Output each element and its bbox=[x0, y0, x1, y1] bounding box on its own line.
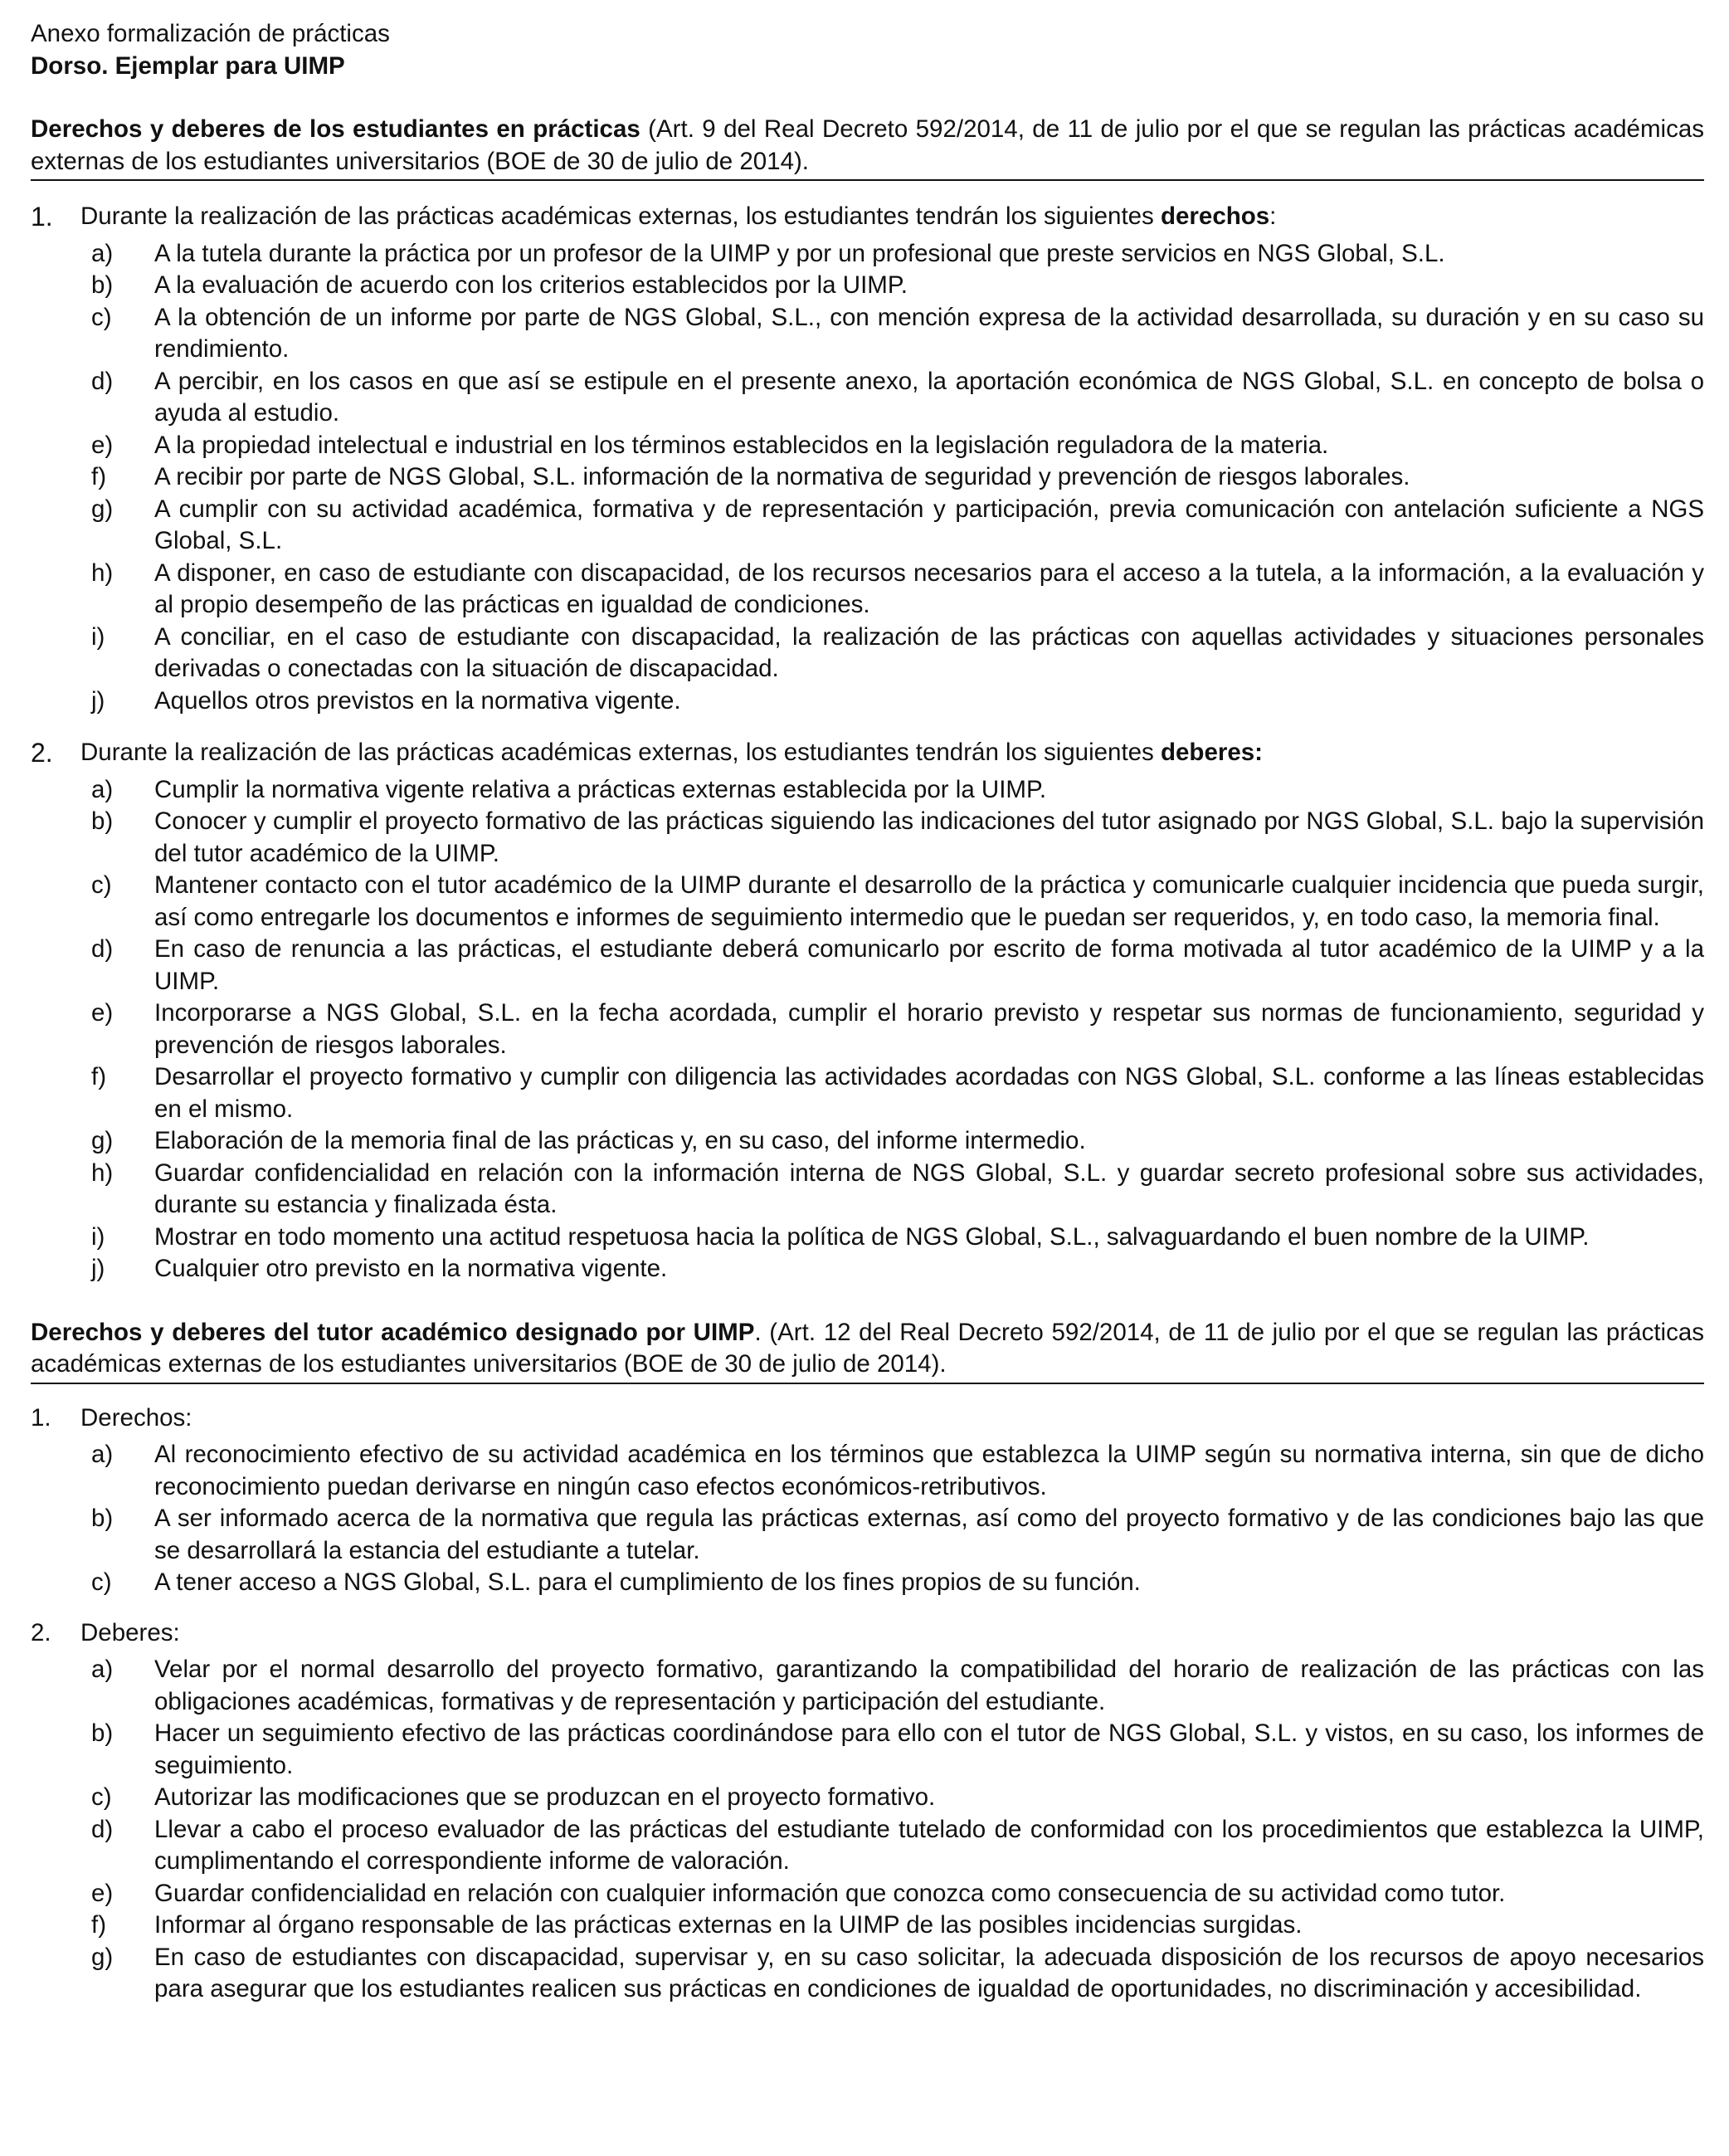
list-item bbox=[31, 806, 1704, 870]
list-item bbox=[31, 1503, 1704, 1567]
list-item-text: Informar al órgano responsable de las prácticas externas en la UIMP de las posibles incidencias surgidas. bbox=[154, 1911, 1303, 1939]
list-item-label: f) bbox=[91, 463, 107, 490]
students-duties-item bbox=[31, 737, 1704, 769]
list-item bbox=[31, 1718, 1704, 1782]
list-item-label: a) bbox=[91, 775, 114, 803]
item-intro: Durante la realización de las prácticas académicas externas, los estudiantes tendrán los siguientes bbox=[80, 739, 1161, 766]
list-item-text: Desarrollar el proyecto formativo y cumplir con diligencia las actividades acordadas con NGS Global, S.L. conforme a las líneas establecidas en el mismo. bbox=[154, 1063, 1704, 1123]
list-item-label: g) bbox=[91, 495, 114, 523]
list-item-text: Guardar confidencialidad en relación con cualquier información que conozca como consecuencia de su actividad como tutor. bbox=[154, 1879, 1506, 1907]
list-item bbox=[31, 430, 1704, 462]
list-item-label: i) bbox=[91, 1222, 105, 1251]
item-number: 2. bbox=[31, 738, 53, 768]
list-item bbox=[31, 1222, 1704, 1254]
list-item-label: a) bbox=[91, 1656, 114, 1683]
list-item bbox=[31, 494, 1704, 558]
item-keyword: deberes: bbox=[1161, 739, 1263, 766]
item-keyword: derechos bbox=[1161, 202, 1270, 230]
list-item bbox=[31, 558, 1704, 622]
list-item bbox=[31, 1125, 1704, 1158]
list-item-text: A ser informado acerca de la normativa que regula las prácticas externas, así como del proyecto formativo y de las condiciones bajo las que se desarrollará la estancia del estudiante a tutelar. bbox=[154, 1505, 1704, 1564]
list-item-label: h) bbox=[91, 1158, 114, 1187]
list-item-label: j) bbox=[91, 686, 105, 715]
list-item bbox=[31, 1439, 1704, 1503]
list-item-label: i) bbox=[91, 622, 105, 651]
list-item bbox=[31, 774, 1704, 807]
list-item-label: f) bbox=[91, 1911, 107, 1939]
list-item-label: d) bbox=[91, 935, 114, 963]
list-item-label: a) bbox=[91, 1441, 114, 1468]
list-item bbox=[31, 1654, 1704, 1718]
section-title-tutor-reference: . (Art. 12 del Real Decreto 592/2014, de 11 de julio por el que se regulan las prácticas académicas externas de los estudiantes universitarios (BOE de 30 de julio de 2014). bbox=[31, 1318, 1704, 1378]
list-item-label: a) bbox=[91, 239, 114, 267]
item-number: 2. bbox=[31, 1618, 51, 1646]
list-item bbox=[31, 870, 1704, 934]
section-title-tutor-bold: Derechos y deberes del tutor académico designado por UIMP bbox=[31, 1318, 755, 1346]
list-item-label: b) bbox=[91, 1505, 114, 1532]
list-item-text: A percibir, en los casos en que así se estipule en el presente anexo, la aportación económica de NGS Global, S.L. en concepto de bolsa o ayuda al estudio. bbox=[154, 367, 1704, 427]
copy-designation: Dorso. Ejemplar para UIMP bbox=[31, 51, 345, 80]
list-item bbox=[31, 998, 1704, 1061]
list-item-label: c) bbox=[91, 871, 112, 899]
list-item-label: d) bbox=[91, 1815, 114, 1843]
list-item-text: Al reconocimiento efectivo de su actividad académica en los términos que establezca la UIMP según su normativa interna, sin que de dicho reconocimiento puedan derivarse en ningún caso efectos económicos-retributivos. bbox=[154, 1441, 1704, 1500]
list-item-label: d) bbox=[91, 367, 114, 395]
list-item bbox=[31, 1782, 1704, 1814]
list-item-text: A la evaluación de acuerdo con los criterios establecidos por la UIMP. bbox=[154, 271, 908, 299]
list-item-text: Incorporarse a NGS Global, S.L. en la fecha acordada, cumplir el horario previsto y respetar sus normas de funcionamiento, seguridad y prevención de riesgos laborales. bbox=[154, 999, 1704, 1059]
list-item-text: A cumplir con su actividad académica, formativa y de representación y participación, previa comunicación con antelación suficiente a NGS Global, S.L. bbox=[154, 495, 1704, 554]
list-item-text: Cumplir la normativa vigente relativa a prácticas externas establecida por la UIMP. bbox=[154, 775, 1047, 803]
students-duties-list bbox=[31, 774, 1704, 1285]
tutor-duties-list bbox=[31, 1654, 1704, 2006]
list-item bbox=[31, 1567, 1704, 1599]
list-item bbox=[31, 1910, 1704, 1942]
list-item bbox=[31, 1878, 1704, 1910]
list-item bbox=[31, 270, 1704, 302]
list-item-text: Velar por el normal desarrollo del proyecto formativo, garantizando la compatibilidad del horario de realización de las prácticas con las obligaciones académicas, formativas y de representación y participación del estudiante. bbox=[154, 1656, 1704, 1715]
list-item-text: Cualquier otro previsto en la normativa vigente. bbox=[154, 1255, 668, 1282]
list-item-text: A recibir por parte de NGS Global, S.L. información de la normativa de seguridad y prevención de riesgos laborales. bbox=[154, 463, 1410, 490]
list-item bbox=[31, 685, 1704, 718]
list-item-label: f) bbox=[91, 1063, 107, 1090]
list-item-text: A conciliar, en el caso de estudiante con discapacidad, la realización de las prácticas con aquellas actividades y situaciones personales derivadas o conectadas con la situación de discapacidad. bbox=[154, 622, 1704, 682]
tutor-rights-item bbox=[31, 1402, 1704, 1435]
list-item bbox=[31, 622, 1704, 685]
list-item-label: b) bbox=[91, 807, 114, 835]
section-title-students-reference: (Art. 9 del Real Decreto 592/2014, de 11 de julio por el que se regulan las prácticas académicas externas de los estudiantes universitarios (BOE de 30 de julio de 2014). bbox=[31, 115, 1704, 175]
list-item-text: Autorizar las modificaciones que se produzcan en el proyecto formativo. bbox=[154, 1783, 936, 1811]
list-item-label: g) bbox=[91, 1127, 114, 1154]
list-item-text: Aquellos otros previstos en la normativa vigente. bbox=[154, 686, 681, 715]
list-item bbox=[31, 1814, 1704, 1878]
item-intro: Deberes: bbox=[80, 1618, 180, 1646]
list-item-label: b) bbox=[91, 271, 114, 299]
list-item-label: j) bbox=[91, 1255, 105, 1282]
item-number: 1. bbox=[31, 202, 53, 232]
list-item-text: Conocer y cumplir el proyecto formativo de las prácticas siguiendo las indicaciones del tutor asignado por NGS Global, S.L. bajo la supervisión del tutor académico de la UIMP. bbox=[154, 807, 1704, 867]
list-item bbox=[31, 1942, 1704, 2006]
list-item-text: Mostrar en todo momento una actitud respetuosa hacia la política de NGS Global, S.L., salvaguardando el buen nombre de la UIMP. bbox=[154, 1222, 1590, 1251]
section-title-students-bold: Derechos y deberes de los estudiantes en prácticas bbox=[31, 115, 640, 143]
item-number: 1. bbox=[31, 1403, 51, 1432]
list-item-label: c) bbox=[91, 303, 112, 331]
list-item bbox=[31, 1158, 1704, 1222]
list-item-text: A tener acceso a NGS Global, S.L. para el cumplimiento de los fines propios de su función. bbox=[154, 1568, 1141, 1596]
item-intro: Derechos: bbox=[80, 1403, 192, 1432]
section-title-students bbox=[31, 114, 1704, 181]
section-title-tutor bbox=[31, 1317, 1704, 1384]
list-item-label: c) bbox=[91, 1783, 112, 1811]
list-item-label: e) bbox=[91, 1879, 114, 1907]
list-item-text: Mantener contacto con el tutor académico de la UIMP durante el desarrollo de la práctica y comunicarle cualquier incidencia que pueda surgir, así como entregarle los documentos e informes de seguimiento intermedio que le puedan ser requeridos, y, en todo caso, la memoria final. bbox=[154, 871, 1704, 931]
annex-title: Anexo formalización de prácticas bbox=[31, 20, 390, 47]
list-item-text: A la obtención de un informe por parte de NGS Global, S.L., con mención expresa de la actividad desarrollada, su duración y en su caso su rendimiento. bbox=[154, 303, 1704, 363]
students-rights-item bbox=[31, 201, 1704, 233]
list-item-label: h) bbox=[91, 559, 114, 587]
students-rights-list bbox=[31, 238, 1704, 718]
list-item-text: Guardar confidencialidad en relación con la información interna de NGS Global, S.L. y guardar secreto profesional sobre sus actividades, durante su estancia y finalizada ésta. bbox=[154, 1158, 1704, 1218]
list-item-label: c) bbox=[91, 1568, 112, 1596]
list-item-text: Elaboración de la memoria final de las prácticas y, en su caso, del informe intermedio. bbox=[154, 1127, 1086, 1154]
list-item bbox=[31, 1061, 1704, 1125]
item-intro: Durante la realización de las prácticas académicas externas, los estudiantes tendrán los siguientes bbox=[80, 202, 1161, 230]
list-item-label: e) bbox=[91, 999, 114, 1027]
list-item-text: A la propiedad intelectual e industrial en los términos establecidos en la legislación reguladora de la materia. bbox=[154, 431, 1329, 459]
list-item bbox=[31, 302, 1704, 366]
list-item bbox=[31, 366, 1704, 430]
tutor-rights-list bbox=[31, 1439, 1704, 1599]
list-item-label: b) bbox=[91, 1719, 114, 1747]
list-item-text: En caso de estudiantes con discapacidad, supervisar y, en su caso solicitar, la adecuada disposición de los recursos de apoyo necesarios para asegurar que los estudiantes realicen sus prácticas en condiciones de igualdad de oportunidades, no discriminación y accesibilidad. bbox=[154, 1943, 1704, 2002]
list-item bbox=[31, 238, 1704, 271]
list-item bbox=[31, 461, 1704, 494]
list-item-text: A disponer, en caso de estudiante con discapacidad, de los recursos necesarios para el acceso a la tutela, a la información, a la evaluación y al propio desempeño de las prácticas en igualdad de condiciones. bbox=[154, 559, 1704, 618]
list-item-text: En caso de renuncia a las prácticas, el estudiante deberá comunicarlo por escrito de forma motivada al tutor académico de la UIMP y a la UIMP. bbox=[154, 935, 1704, 995]
list-item-text: A la tutela durante la práctica por un profesor de la UIMP y por un profesional que preste servicios en NGS Global, S.L. bbox=[154, 239, 1445, 267]
tutor-duties-item bbox=[31, 1617, 1704, 1650]
list-item bbox=[31, 1253, 1704, 1285]
item-suffix: : bbox=[1269, 202, 1277, 230]
list-item bbox=[31, 934, 1704, 998]
list-item-label: e) bbox=[91, 431, 114, 459]
list-item-label: g) bbox=[91, 1943, 114, 1971]
list-item-text: Llevar a cabo el proceso evaluador de las prácticas del estudiante tutelado de conformidad con los procedimientos que establezca la UIMP, cumplimentando el correspondiente informe de valoración. bbox=[154, 1815, 1704, 1875]
list-item-text: Hacer un seguimiento efectivo de las prácticas coordinándose para ello con el tutor de NGS Global, S.L. y vistos, en su caso, los informes de seguimiento. bbox=[154, 1719, 1704, 1779]
